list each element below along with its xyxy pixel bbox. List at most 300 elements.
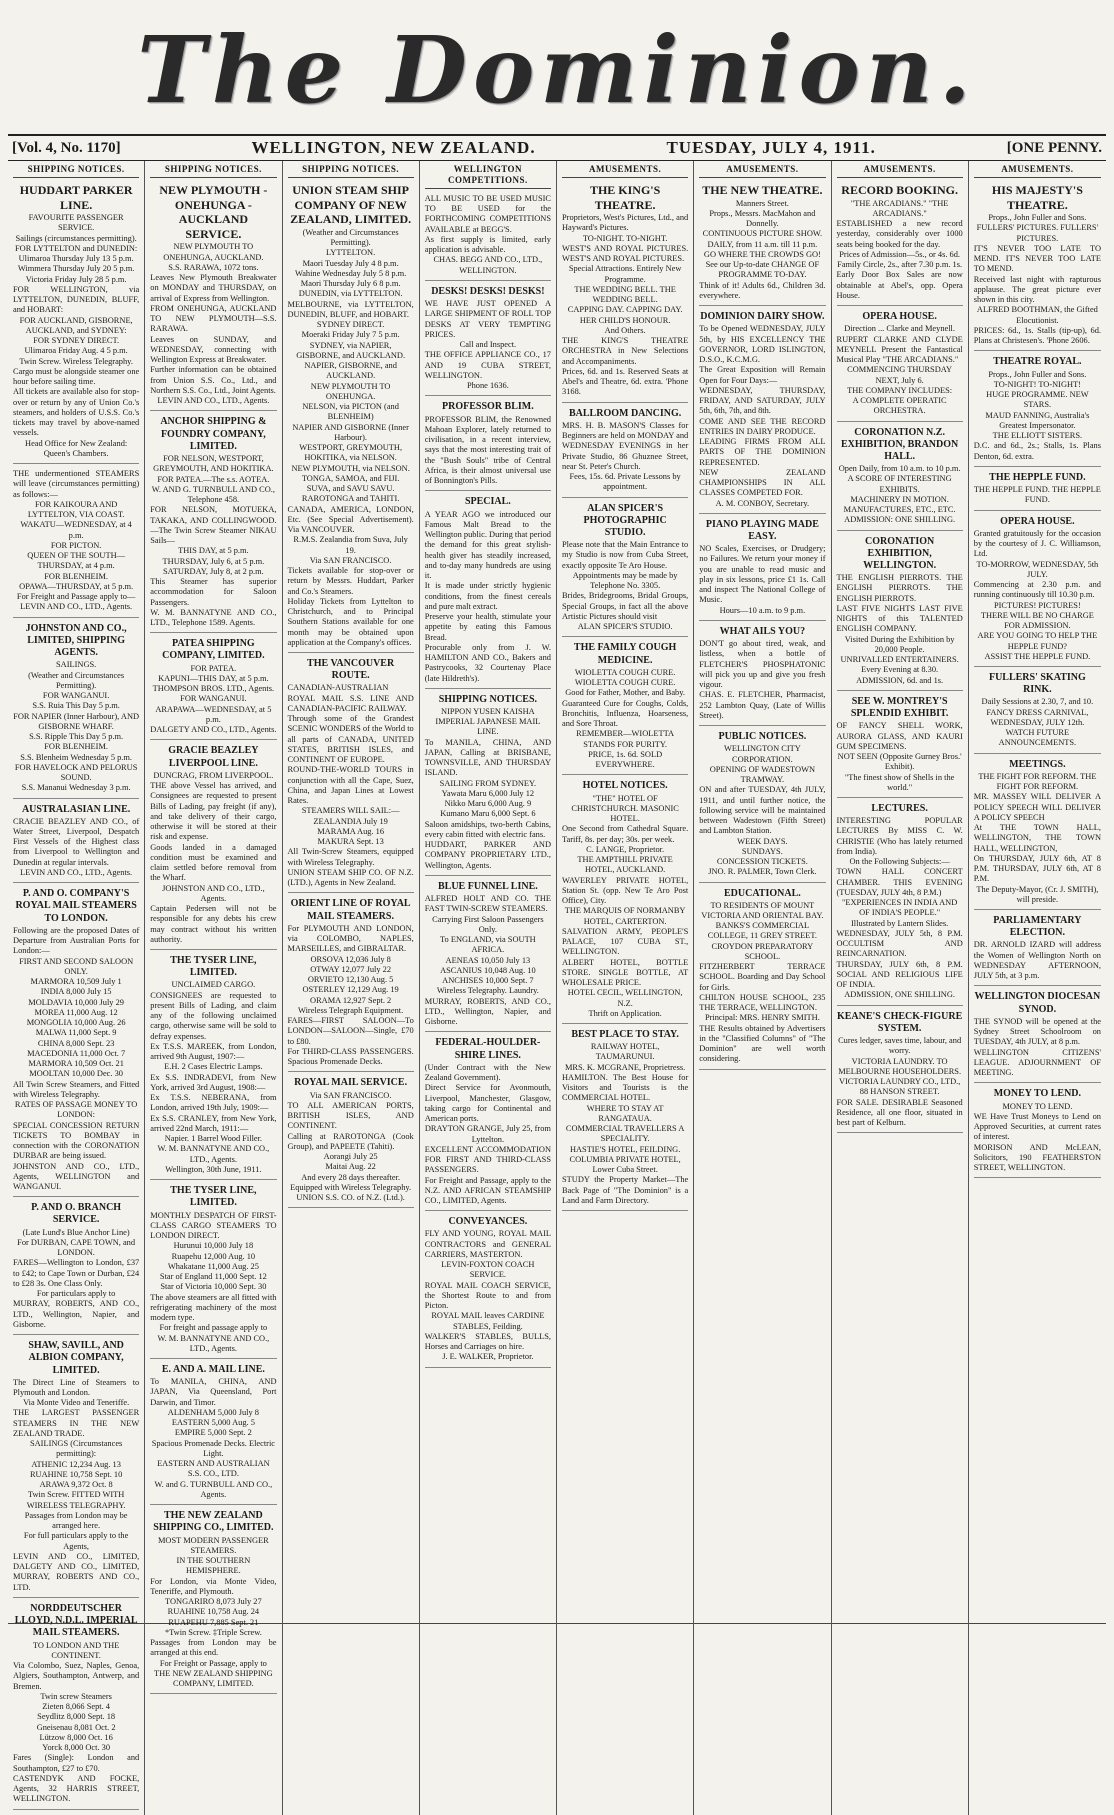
advertisement-text: THURSDAY, July 6, at 5 p.m. bbox=[162, 556, 265, 566]
advertisement-title: THE TYSER LINE, LIMITED. bbox=[170, 1185, 257, 1209]
advertisement-text: LEVIN-FOXTON COACH SERVICE. bbox=[441, 1260, 535, 1280]
advertisement-text: PICTURES! PICTURES! bbox=[993, 600, 1081, 610]
advertisement-text: HOTEL CECIL, WELLINGTON, N.Z. bbox=[567, 988, 683, 1008]
advertisement-text: TO LONDON AND THE CONTINENT. bbox=[32, 1640, 120, 1660]
advertisement-text: For Freight and Passage, apply to the N.Z. AND AFRICAN STEAMSHIP CO., LIMITED, Agents. bbox=[424, 1175, 551, 1205]
advertisement-text: IN THE SOUTHERN HEMISPHERE. bbox=[176, 1556, 251, 1576]
advertisement-text: To MANILA, CHINA, AND JAPAN, Via Queensland, Port Darwin, and Timor. bbox=[150, 1377, 277, 1407]
advertisement-text: The Great Exposition will Remain Open for Four Days:— bbox=[699, 365, 826, 385]
advertisement-text: Leaves New Plymouth Breakwater on MONDAY and THURSDAY, on arrival of Express from Wellington. bbox=[150, 273, 277, 303]
advertisement-title: AUSTRALASIAN LINE. bbox=[21, 803, 131, 815]
advertisement-text: UNION S.S. CO. of N.Z. (Ltd.). bbox=[296, 1193, 405, 1203]
advertisement-text: CANADA, AMERICA, LONDON, Etc. (See Special Advertisement). Via VANCOUVER. bbox=[287, 504, 414, 535]
advertisement-text: VICTORIA LAUNDRY. TO MELBOURNE HOUSEHOLDERS. bbox=[838, 1056, 962, 1076]
advertisement-text: DUNEDIN, via LYTTELTON. bbox=[298, 289, 403, 299]
advertisement-text: SYDNEY, via NAPIER, GISBORNE, and AUCKLAND. bbox=[296, 340, 406, 360]
advertisement-text: ROYAL MAIL leaves CARDINE STABLES, Feilding. bbox=[431, 1311, 545, 1331]
advertisement-text: As first supply is limited, early application is advisable. bbox=[424, 234, 551, 255]
advertisement-title: DESKS! DESKS! DESKS! bbox=[431, 285, 545, 297]
advertisement-text: Direction ... Clarke and Meynell. bbox=[844, 324, 955, 334]
advertisement-text: CAPPING DAY. CAPPING DAY. bbox=[567, 305, 683, 315]
advertisement-text: WAKATU—WEDNESDAY, at 4 p.m. bbox=[20, 520, 132, 540]
advertisement-text: TONGA, SAMOA, and FIJI. bbox=[301, 473, 400, 483]
advertisement-text: Further information can be obtained from Union S.S. Co., Ltd., and Northern S.S. Co., Ltd., Joint Agents. bbox=[150, 365, 277, 395]
advertisement-text: CANADIAN-AUSTRALIAN ROYAL MAIL S.S. LINE AND CANADIAN-PACIFIC RAILWAY. bbox=[287, 683, 414, 713]
advertisement-text: Wireless Telegraphy. Laundry. bbox=[436, 986, 539, 996]
advertisement-text: FLY AND YOUNG, ROYAL MAIL CONTRACTORS and GENERAL CARRIERS, MASTERTON. bbox=[424, 1229, 551, 1259]
advertisement-title: ORIENT LINE OF ROYAL MAIL STEAMERS. bbox=[290, 898, 411, 922]
advertisement-text: Procurable only from J. W. HAMILTON AND CO., Bakers and Pastrycooks, 32 Courtenay Place (late Hildreth's). bbox=[424, 642, 551, 683]
advertisement-text: WE HAVE JUST OPENED A LARGE SHIPMENT OF ROLL TOP DESKS AT VERY TEMPTING PRICES. bbox=[424, 299, 551, 339]
advertisement-text: STUDY the Property Market—The Back Page of "The Dominion" is a Land and Farm Directory. bbox=[562, 1175, 689, 1205]
advertisement-text: Maori Tuesday July 4 8 p.m. bbox=[302, 258, 399, 268]
advertisement-text: OF FANCY SHELL WORK, AURORA GLASS, AND KAURI GUM SPECIMENS. bbox=[836, 721, 963, 751]
advertisement bbox=[974, 989, 1101, 1083]
advertisement-title: FULLERS' SKATING RINK. bbox=[988, 672, 1086, 696]
advertisement-text: FULLERS' PICTURES. FULLERS' PICTURES. bbox=[976, 223, 1099, 243]
advertisement-text: DALGETY AND CO., LTD., Agents. bbox=[150, 725, 277, 735]
advertisement-text: Received last night with rapturous applause. The great picture ever shown in this city. bbox=[973, 274, 1101, 305]
advertisement-text: CONCESSION TICKETS. bbox=[716, 857, 808, 867]
advertisement-text: RUAPEHU 7,885 Sept. 21 bbox=[168, 1617, 259, 1627]
advertisement-text: W. M. BANNATYNE AND CO., LTD., Agents. bbox=[157, 1333, 270, 1353]
advertisement-text: GO WHERE THE CROWDS GO! bbox=[703, 249, 821, 259]
advertisement-text: FOR KAIKOURA AND LYTTELTON, VIA COAST. bbox=[27, 499, 125, 520]
advertisement-text: UNION STEAM SHIP CO. OF N.Z. (LTD.), Agents in New Zealand. bbox=[287, 867, 414, 888]
volume-number: [Vol. 4, No. 1170] bbox=[12, 139, 121, 156]
advertisement-text: Spacious Promenade Decks. Electric Light. bbox=[151, 1438, 275, 1458]
advertisement-text: MORISON AND McLEAN, Solicitors, 190 FEATHERSTON STREET, WELLINGTON. bbox=[973, 1142, 1101, 1173]
column-heading: SHIPPING NOTICES. bbox=[13, 163, 139, 178]
column-heading: AMUSEMENTS. bbox=[699, 163, 825, 178]
advertisement-text: "The finest show of Shells in the world." bbox=[844, 772, 955, 792]
advertisement-text: THE COMPANY INCLUDES: bbox=[847, 385, 953, 395]
advertisement-text: MRS. K. MCGRANE, Proprietress. bbox=[564, 1062, 686, 1072]
advertisement bbox=[13, 886, 139, 1197]
advertisement-text: Through some of the Grandest SCENIC WONDERS of the World to all parts of CANADA, UNITED STATES, BRITISH ISLES, and CONTINENT OF EUROPE. bbox=[287, 714, 414, 765]
advertisement-text: THE LARGEST PASSENGER STEAMERS IN THE NEW ZEALAND TRADE. bbox=[13, 1408, 140, 1438]
advertisement-text: W. M. BANNATYNE AND CO., LTD., Telephone 1589. Agents. bbox=[150, 607, 277, 628]
advertisement-text: WHERE TO STAY AT RANGATAUA. bbox=[586, 1103, 664, 1123]
advertisement-text: Brides, Bridegrooms, Bridal Groups, Special Groups, in fact all the above Artistic Pictures should visit bbox=[562, 591, 689, 621]
advertisement-text: A YEAR AGO we introduced our Famous Malt Bread to the Wellington public. During that period the demand for this great stylish-health giver has steadily increased, and to-day many hundreds are using it. bbox=[424, 509, 551, 580]
advertisement-text: "THE" HOTEL OF CHRISTCHURCH. MASONIC HOTEL. bbox=[571, 793, 679, 824]
advertisement-text: Please note that the Main Entrance to my Studio is now from Cuba Street, exactly opposite Te Aro House. bbox=[562, 540, 689, 570]
advertisement-text: ORSOVA 12,036 July 8 bbox=[310, 954, 391, 964]
advertisement-text: A COMPLETE OPERATIC ORCHESTRA. bbox=[852, 396, 947, 416]
advertisement-text: Good for Father, Mother, and Baby. bbox=[565, 688, 685, 698]
advertisement-text: Early Door Box Sales are now obtainable at Abel's, opp. Opera House. bbox=[836, 270, 963, 300]
advertisement-text: ON and after TUESDAY, 4th JULY, 1911, and until further notice, the following service will be maintained between Wadestown (Fifth Street) and Lambton Station. bbox=[699, 785, 826, 836]
advertisement-text: WEDNESDAY, JULY 5th, 8 P.M. OCCULTISM AND REINCARNATION. bbox=[836, 928, 963, 959]
advertisement bbox=[974, 354, 1101, 466]
advertisement-text: ATHENIC 12,234 Aug. 13 bbox=[31, 1459, 121, 1469]
advertisement-text: MONGOLIA 10,000 Aug. 26 bbox=[26, 1018, 126, 1028]
price: [ONE PENNY. bbox=[1006, 139, 1102, 156]
advertisement bbox=[837, 694, 963, 798]
advertisement-text: Phone 1636. bbox=[466, 381, 509, 391]
advertisement bbox=[150, 1183, 276, 1359]
advertisement-text: RUAHINE 10,758 Aug. 24 bbox=[167, 1607, 260, 1617]
advertisement-text: WE Have Trust Moneys to Lend on Approved Securities, at current rates of interest. bbox=[973, 1111, 1101, 1142]
advertisement-title: PARLIAMENTARY ELECTION. bbox=[993, 915, 1082, 939]
advertisement-text: For DURBAN, CAPE TOWN, and LONDON. bbox=[17, 1237, 136, 1258]
advertisement-text: WELLINGTON CITIZENS' LEAGUE. ADJOURNMENT OF MEETING. bbox=[973, 1047, 1101, 1078]
advertisement-text: MURRAY, ROBERTS, AND CO., LTD., Wellington, Napier, and Gisborne. bbox=[424, 996, 551, 1027]
issue-date: TUESDAY, JULY 4, 1911. bbox=[666, 138, 876, 157]
advertisement-text: EXCELLENT ACCOMMODATION FOR FIRST AND THIRD-CLASS PASSENGERS. bbox=[424, 1144, 551, 1175]
advertisement-text: See our Up-to-date CHANGE OF PROGRAMME TO-DAY. bbox=[705, 260, 820, 280]
advertisement-text: FOR NELSON, WESTPORT, GREYMOUTH, AND HOKITIKA. bbox=[153, 454, 274, 474]
advertisement-title: MEETINGS. bbox=[1009, 758, 1066, 770]
advertisement-text: THE ENGLISH PIERROTS. THE ENGLISH PIERROTS. THE ENGLISH PIERROTS. bbox=[836, 573, 963, 603]
advertisement-text: For THIRD-CLASS PASSENGERS. Spacious Promenade Decks. bbox=[287, 1046, 414, 1067]
advertisement-text: FARES—Wellington to London, £37 to £42; to Cape Town or Durban, £24 to £28 3s. One Class Only. bbox=[13, 1258, 140, 1288]
advertisement-text: LAST FIVE NIGHTS LAST FIVE NIGHTS of this TALENTED ENGLISH COMPANY. bbox=[836, 603, 963, 634]
advertisement-text: INTERESTING POPULAR LECTURES By MISS C. W. CHRISTIE (Who has lately returned from India). bbox=[836, 816, 963, 856]
advertisement-text: ROUND-THE-WORLD TOURS in conjunction with all the Cape, Suez, China, and Japan Lines at Lowest Rates. bbox=[287, 765, 414, 806]
advertisement-text: STEAMERS WILL SAIL:— bbox=[301, 806, 400, 816]
advertisement-text: All Twin-Screw Steamers, equipped with Wireless Telegraphy. bbox=[287, 847, 414, 867]
advertisement-text: Every Evening at 8.30. bbox=[861, 665, 939, 675]
advertisement-text: HUDDART, PARKER AND COMPANY PROPRIETARY LTD., Wellington, Agents. bbox=[424, 840, 551, 870]
advertisement-text: Wellington, 30th June, 1911. bbox=[165, 1164, 262, 1174]
advertisement-title: SEE W. MONTREY'S SPLENDID EXHIBIT. bbox=[850, 695, 949, 720]
advertisement-text: Granted gratuitously for the occasion by the courtesy of J. C. Williamson, Ltd. bbox=[973, 528, 1101, 559]
advertisement-text: Props., Messrs. MacMahon and Donnelly. bbox=[709, 208, 816, 229]
advertisement-text: Cargo must be alongside steamer one hour before sailing time. bbox=[13, 366, 140, 387]
advertisement-text: Star of Victoria 10,000 Sept. 30 bbox=[160, 1282, 267, 1292]
advertisement-text: Appointments may be made by Telephone No. 3305. bbox=[572, 570, 678, 591]
advertisement-text: ALAN SPICER'S STUDIO. bbox=[577, 622, 673, 632]
column-heading: AMUSEMENTS. bbox=[562, 163, 688, 178]
advertisement-text: INDIA 8,000 July 15 bbox=[40, 987, 112, 997]
advertisement-text: On the Following Subjects:— bbox=[849, 857, 950, 867]
advertisement-text: Star of England 11,000 Sept. 12 bbox=[159, 1272, 267, 1282]
advertisement bbox=[13, 621, 139, 799]
advertisement-text: Following are the proposed Dates of Departure from Australian Ports for London:— bbox=[13, 925, 140, 956]
advertisement-text: Call and Inspect. bbox=[459, 340, 517, 350]
advertisement-text: THE above Vessel has arrived, and Consignees are requested to present Bills of Lading, pay freight (if any), and take delivery of their cargo, otherwise it will be stored at their risk and expense. bbox=[150, 781, 277, 842]
advertisement bbox=[288, 181, 414, 653]
advertisement-text: FOR AUCKLAND, GISBORNE, AUCKLAND, and SYDNEY: bbox=[19, 315, 133, 335]
advertisement-text: ARAPAWA—WEDNESDAY, at 5 p.m. bbox=[155, 704, 272, 724]
advertisement-text: WEST'S AND ROYAL PICTURES. WEST'S AND ROYAL PICTURES. bbox=[562, 243, 689, 264]
advertisement-text: J. E. WALKER, Proprietor. bbox=[442, 1352, 534, 1362]
advertisement-text: FOR SYDNEY DIRECT. bbox=[33, 336, 120, 346]
advertisement-text: MAUD FANNING, Australia's Greatest Impersonator. bbox=[985, 410, 1090, 430]
advertisement-text: Equipped with Wireless Telegraphy. bbox=[290, 1182, 412, 1192]
advertisement-title: KEANE'S CHECK-FIGURE SYSTEM. bbox=[836, 1010, 963, 1034]
advertisement-text: MELBOURNE, via LYTTELTON, DUNEDIN, BLUFF, and HOBART. bbox=[287, 299, 414, 319]
advertisement-title: PATEA SHIPPING COMPANY, LIMITED. bbox=[162, 638, 265, 662]
advertisement-text: Via Colombo, Suez, Naples, Genoa, Algiers, Southampton, Antwerp, and Bremen. bbox=[13, 1661, 140, 1691]
advertisement-text: WELLINGTON CITY CORPORATION. bbox=[723, 744, 801, 764]
advertisement-text: Calling at RAROTONGA (Cook Group), and PAPEETE (Tahiti). bbox=[287, 1131, 414, 1151]
advertisement-text: MARMORA 10,509 Oct. 21 bbox=[28, 1059, 124, 1069]
advertisement-title: JOHNSTON AND CO., LIMITED, SHIPPING AGENTS. bbox=[25, 622, 127, 659]
advertisement-text: FOR WANGANUI. bbox=[180, 694, 247, 704]
advertisement-text: CONSIGNEES are requested to present Bills of Lading, and claim any of the following unclaimed cargo, otherwise same will be sold to defray expenses. bbox=[150, 990, 277, 1041]
advertisement-text: For Freight or Passage, apply to bbox=[159, 1658, 267, 1668]
advertisement bbox=[562, 778, 688, 1024]
advertisement-text: "EXPERIENCES IN INDIA AND OF INDIA'S PEOPLE." bbox=[841, 898, 958, 918]
advertisement bbox=[150, 1362, 276, 1505]
advertisement bbox=[837, 425, 963, 531]
advertisement-text: And every 28 days thereafter. bbox=[301, 1172, 401, 1182]
advertisement-text: CROYDON PREPARATORY SCHOOL. bbox=[711, 941, 814, 961]
advertisement-text: One Second from Cathedral Square. Tariff, 8s. per day; 30s. per week. bbox=[562, 824, 689, 844]
advertisement-text: THE undermentioned STEAMERS will leave (circumstances permitting) as follows:— bbox=[13, 469, 140, 499]
advertisement-text: Ex T.S.S. MAREEK, from London, arrived 9th August, 1907:— bbox=[150, 1041, 277, 1062]
advertisement-text: VICTORIA LAUNDRY CO., LTD., 88 HANSON STREET. bbox=[838, 1077, 961, 1097]
column-heading: SHIPPING NOTICES. bbox=[288, 163, 414, 178]
advertisement-text: Passages from London may be arranged at this end. bbox=[150, 1638, 277, 1658]
advertisement-text: Via Monte Video and Teneriffe. bbox=[23, 1398, 130, 1408]
advertisement-text: S.S. Ruia This Day 5 p.m. bbox=[32, 701, 120, 711]
advertisement-text: Special Attractions. Entirely New Programme. bbox=[568, 264, 682, 284]
advertisement-text: Preserve your health, stimulate your appetite by eating this Famous Bread. bbox=[424, 612, 551, 642]
advertisement bbox=[562, 501, 688, 638]
advertisement-text: This Steamer has superior accommodation for Saloon Passengers. bbox=[150, 577, 277, 607]
masthead-title: The Dominion. bbox=[137, 16, 977, 124]
advertisement-text: RAROTONGA and TAHITI. bbox=[301, 494, 400, 504]
advertisement-text: FOR NELSON, MOTUEKA, TAKAKA, AND COLLINGWOOD.—The Twin Screw Steamer NIKAU Sails— bbox=[150, 505, 277, 546]
advertisement-text: Aorangi July 25 bbox=[323, 1152, 378, 1162]
advertisement-title: HOTEL NOTICES. bbox=[582, 780, 668, 792]
advertisement-title: THE KING'S THEATRE. bbox=[589, 182, 661, 212]
advertisement-text: E.H. 2 Cases Electric Lamps. bbox=[164, 1062, 263, 1072]
advertisement bbox=[699, 886, 825, 1070]
advertisement-title: DOMINION DAIRY SHOW. bbox=[700, 311, 825, 323]
advertisement-title: OPERA HOUSE. bbox=[862, 311, 937, 323]
advertisement-text: Manners Street. bbox=[735, 198, 789, 208]
advertisement-text: The Deputy-Mayor, (Cr. J. SMITH), will preside. bbox=[976, 884, 1099, 904]
advertisement bbox=[288, 656, 414, 893]
advertisement-text: ROYAL MAIL COACH SERVICE, the Shortest Route to and from Picton. bbox=[424, 1280, 551, 1311]
advertisement-text: OSTERLEY 12,129 Aug. 19 bbox=[302, 985, 399, 995]
advertisement-text: LEVIN AND CO., LTD., Agents. bbox=[20, 602, 133, 612]
advertisement-text: Fees, 15s. 6d. Private Lessons by appointment. bbox=[569, 472, 681, 492]
advertisement-text: (Weather and Circumstances Permitting). bbox=[302, 227, 399, 248]
advertisement-text: CASTENDYK AND FOCKE, Agents, 32 HARRIS STREET, WELLINGTON. bbox=[13, 1773, 140, 1804]
advertisement-text: *Twin Screw. ‡Triple Screw. bbox=[164, 1627, 262, 1637]
advertisement-text: W. and G. TURNBULL AND CO., Agents. bbox=[154, 1479, 273, 1499]
advertisement-text: Yorck 8,000 Oct. 30 bbox=[42, 1743, 111, 1753]
advertisement-text: TOWN HALL CONCERT CHAMBER. THIS EVENING (TUESDAY, JULY 4th, 8 P.M.) bbox=[836, 867, 963, 897]
advertisement-text: S.S. Blenheim Wednesday 5 p.m. bbox=[20, 752, 132, 762]
advertisement-text: MONTHLY DESPATCH OF FIRST-CLASS CARGO STEAMERS TO LONDON DIRECT. bbox=[150, 1210, 277, 1241]
place-of-publication: WELLINGTON, NEW ZEALAND. bbox=[251, 138, 536, 157]
advertisement-title: MONEY TO LEND. bbox=[993, 1088, 1082, 1100]
advertisement-text: Hours—10 a.m. to 9 p.m. bbox=[719, 605, 806, 615]
advertisement-text: NAPIER AND GISBORNE (Inner Harbour). bbox=[292, 422, 409, 442]
column-6 bbox=[694, 161, 831, 1815]
advertisement-text: IT'S NEVER TOO LATE TO MEND. IT'S NEVER TOO LATE TO MEND. bbox=[973, 243, 1101, 274]
advertisement-text: "THE ARCADIANS." "THE ARCADIANS." bbox=[850, 198, 949, 218]
advertisement-text: WATCH FUTURE ANNOUNCEMENTS. bbox=[998, 728, 1077, 748]
advertisement bbox=[425, 1035, 551, 1211]
advertisement bbox=[150, 953, 276, 1180]
advertisement-title: THE FAMILY COUGH MEDICINE. bbox=[573, 642, 677, 666]
advertisement-text: CHAS. BEGG AND CO., LTD., WELLINGTON. bbox=[433, 255, 543, 275]
advertisement-text: Visited During the Exhibition by 20,000 People. bbox=[844, 634, 955, 654]
column-8 bbox=[969, 161, 1106, 1815]
advertisement-text: Tickets available for stop-over or return by Messrs. Huddart, Parker and Co.'s Steamers. bbox=[287, 566, 414, 596]
advertisement-text: Twin Screw. Wireless Telegraphy. bbox=[19, 356, 133, 366]
advertisement-text: THE MARQUIS OF NORMANBY HOTEL, CARTERTON. bbox=[564, 906, 686, 926]
advertisement bbox=[425, 192, 551, 281]
advertisement-text: FOR WANGANUI. bbox=[42, 691, 110, 701]
advertisement-text: Think of it! Adults 6d., Children 3d. everywhere. bbox=[699, 280, 826, 300]
advertisement-text: SYDNEY DIRECT. bbox=[316, 320, 385, 330]
advertisement-text: ARE YOU GOING TO HELP THE HEPPLE FUND? bbox=[977, 631, 1098, 651]
advertisement-text: FANCY DRESS CARNIVAL, WEDNESDAY, JULY 12th. bbox=[986, 707, 1089, 727]
advertisement-text: KAPUNI—THIS DAY, at 5 p.m. bbox=[158, 673, 269, 683]
advertisement-text: ZEALANDIA July 19 bbox=[313, 816, 388, 826]
advertisement-text: HAMILTON. The Best House for Visitors and Tourists is the COMMERCIAL HOTEL. bbox=[562, 1072, 689, 1103]
advertisement-text: OTWAY 12,077 July 22 bbox=[310, 964, 392, 974]
advertisement bbox=[425, 879, 551, 1032]
advertisement-text: FOR BLENHEIM. bbox=[44, 742, 108, 752]
advertisement bbox=[974, 1086, 1101, 1178]
advertisement bbox=[150, 181, 276, 412]
advertisement bbox=[699, 309, 825, 514]
advertisement-text: EMPIRE 5,000 Sept. 2 bbox=[174, 1428, 252, 1438]
advertisement-text: Nikko Maru 6,000 Aug. 9 bbox=[444, 799, 532, 809]
advertisement-text: ADMISSION, 6d. and 1s. bbox=[856, 675, 944, 685]
advertisement bbox=[562, 1027, 688, 1211]
advertisement-title: HIS MAJESTY'S THEATRE. bbox=[991, 182, 1083, 212]
advertisement-text: Proprietors, West's Pictures, Ltd., and Hayward's Pictures. bbox=[562, 213, 689, 233]
advertisement-text: THE WEDDING BELL. THE WEDDING BELL. bbox=[574, 284, 676, 305]
advertisement-text: MOST MODERN PASSENGER STEAMERS. bbox=[157, 1535, 269, 1555]
advertisement-text: A SCORE OF INTERESTING EXHIBITS. bbox=[847, 474, 952, 494]
advertisement-text: THE Results obtained by Advertisers in the "Classified Columns" of "The Dominion" are well worth considering. bbox=[699, 1023, 826, 1064]
advertisement bbox=[425, 1214, 551, 1367]
advertisement-text: Hurunui 10,000 July 18 bbox=[173, 1241, 254, 1251]
advertisement bbox=[150, 1508, 276, 1694]
advertisement-text: FIRST AND SECOND SALOON ONLY. bbox=[19, 956, 134, 976]
advertisement-text: CHAS. E. FLETCHER, Pharmacist, 252 Lambton Quay, (Late of Willis Street). bbox=[699, 690, 826, 720]
advertisement-text: Ex T.S.S. NEBERANA, from London, arrived 19th July, 1909:— bbox=[150, 1093, 277, 1113]
advertisement-text: Yawata Maru 6,000 July 12 bbox=[441, 788, 535, 798]
advertisement-text: THIS DAY, at 5 p.m. bbox=[178, 546, 249, 556]
advertisement-text: MR. MASSEY WILL DELIVER A POLICY SPEECH WILL DELIVER A POLICY SPEECH bbox=[973, 792, 1101, 822]
advertisement bbox=[562, 406, 688, 498]
advertisement-text: At THE TOWN HALL, WELLINGTON, THE TOWN HALL, WELLINGTON, bbox=[973, 823, 1101, 853]
advertisement-text: WESTPORT, GREYMOUTH, HOKITIKA, via NELSON. bbox=[299, 443, 403, 463]
advertisement-text: FOR PATEA. bbox=[190, 663, 237, 673]
advertisement-text: For PLYMOUTH AND LONDON, via COLOMBO, NAPLES, MARSEILLES, and GIBRALTAR. bbox=[287, 923, 414, 954]
advertisement-text: R.M.S. Zealandia from Suva, July 19. bbox=[293, 535, 408, 555]
advertisement-title: PUBLIC NOTICES. bbox=[718, 731, 807, 743]
advertisement-text: Ex S.S. INDRADEVI, from New York, arrived 3rd August, 1908:— bbox=[150, 1072, 277, 1092]
advertisement-text: Whakatane 11,000 Aug. 25 bbox=[167, 1261, 259, 1271]
advertisement-title: SHAW, SAVILL, AND ALBION COMPANY, LIMITED. bbox=[28, 1340, 124, 1376]
columns-container bbox=[8, 161, 1106, 1804]
advertisement-text: NEW ZEALAND CHAMPIONSHIPS IN ALL CLASSES COMPETED FOR. bbox=[699, 467, 826, 498]
advertisement-text: ASCANIUS 10,048 Aug. 10 bbox=[440, 965, 536, 975]
advertisement bbox=[13, 181, 139, 464]
advertisement-text: RATES OF PASSAGE MONEY TO LONDON: bbox=[14, 1100, 138, 1120]
advertisement-text: Via SAN FRANCISCO. bbox=[309, 555, 392, 565]
advertisement-title: GRACIE BEAZLEY LIVERPOOL LINE. bbox=[168, 745, 259, 769]
advertisement-text: THE KING'S THEATRE ORCHESTRA in New Selections and Accompaniments. bbox=[562, 336, 689, 366]
advertisement-text: MARAMA Aug. 16 bbox=[317, 826, 385, 836]
advertisement-text: NOT SEEN (Opposite Gurney Bros.' Exhibit). bbox=[837, 752, 962, 772]
advertisement-text: S.S. Ripple This Day 5 p.m. bbox=[29, 732, 124, 742]
advertisement-text: Goods landed in a damaged condition must be examined and claim settled before removal from the Wharf. bbox=[150, 842, 277, 883]
advertisement-text: Illustrated by Lantern Slides. bbox=[851, 918, 949, 928]
advertisement-text: THE OFFICE APPLIANCE CO., 17 AND 19 CUBA STREET, WELLINGTON. bbox=[424, 350, 551, 380]
advertisement-text: Saloon amidships, two-berth Cabins, every cabin fitted with electric fans. bbox=[424, 819, 551, 839]
advertisement-text: Guaranteed Cure for Coughs, Colds, Bronchitis, Influenza, Hoarseness, and Sore Throat. bbox=[562, 698, 689, 729]
advertisement-text: PRICE, 1s. 6d. SOLD EVERYWHERE. bbox=[588, 749, 663, 770]
advertisement-text: OPAWA—THURSDAY, at 5 p.m. bbox=[19, 581, 134, 591]
advertisement-text: CRACIE BEAZLEY AND CO., of Water Street, Liverpool, Despatch First Vessels of the Highest class from Liverpool to Wellington and Dunedin at regular intervals. bbox=[13, 816, 140, 867]
advertisement-text: THE FIGHT FOR REFORM. THE FIGHT FOR REFORM. bbox=[978, 771, 1097, 792]
advertisement-text: TO-MORROW, WEDNESDAY, 5th JULY. bbox=[976, 559, 1099, 579]
advertisement bbox=[13, 802, 139, 884]
advertisement bbox=[837, 181, 963, 306]
advertisement-text: Cures ledger, saves time, labour, and worry. bbox=[838, 1036, 962, 1056]
advertisement-title: ROYAL MAIL SERVICE. bbox=[294, 1077, 408, 1089]
advertisement-text: SUVA, and SAVU SAVU. bbox=[306, 484, 395, 494]
advertisement-text: FOR SALE. DESIRABLE Seasoned Residence, all one floor, situated in best part of Kelburn. bbox=[836, 1097, 963, 1128]
advertisement-text: COME AND SEE THE RECORD ENTRIES IN DAIRY PRODUCE. bbox=[699, 416, 826, 436]
advertisement-text: FOR BLENHEIM. bbox=[44, 571, 108, 581]
advertisement-text: MACEDONIA 11,000 Oct. 7 bbox=[27, 1048, 126, 1058]
advertisement-text: AENEAS 10,050 July 13 bbox=[445, 955, 531, 965]
advertisement-text: ALBERT HOTEL, BOTTLE STORE. SINGLE BOTTLE, AT WHOLESALE PRICE. bbox=[562, 957, 689, 988]
advertisement-text: TO ALL AMERICAN PORTS, BRITISH ISLES, AND CONTINENT. bbox=[287, 1100, 414, 1131]
advertisement-title: HUDDART PARKER LINE. bbox=[19, 182, 133, 212]
advertisement-text: Carrying First Saloon Passengers Only. bbox=[432, 914, 544, 934]
advertisement-title: FEDERAL-HOULDER-SHIRE LINES. bbox=[435, 1037, 541, 1061]
advertisement bbox=[425, 692, 551, 876]
advertisement-text: UNRIVALLED ENTERTAINERS. bbox=[840, 655, 959, 665]
advertisement-title: LECTURES. bbox=[871, 803, 928, 815]
column-7 bbox=[832, 161, 969, 1815]
advertisement-text: ESTABLISHED a new record yesterday, considerably over 1000 seats being booked for the day. bbox=[836, 219, 963, 249]
advertisement-text: All tickets are available also for stop-over or return by any of Union Co.'s steamers, and holders of U.S.S. Co.'s tickets may travel by above-named vessels. bbox=[13, 387, 140, 438]
advertisement-text: Ex S.S. CRANLEY, from New York, arrived 22nd March, 1911:— bbox=[150, 1113, 277, 1133]
advertisement-text: CHINA 8,000 Sept. 23 bbox=[37, 1038, 115, 1048]
advertisement-text: MONEY TO LEND. bbox=[1002, 1101, 1073, 1111]
advertisement-text: COLUMBIA PRIVATE HOTEL, Lower Cuba Street. bbox=[569, 1154, 681, 1175]
advertisement-text: Prices, 6d. and 1s. Reserved Seats at Abel's and Theatre, 6d. extra. 'Phone 3168. bbox=[562, 366, 689, 397]
advertisement-text: LEADING FIRMS FROM ALL PARTS OF THE DOMINION REPRESENTED. bbox=[699, 437, 826, 467]
advertisement-title: WHAT AILS YOU? bbox=[719, 625, 806, 637]
advertisement-text: ORAMA 12,927 Sept. 2 bbox=[310, 995, 392, 1005]
advertisement-text: FARES—FIRST SALOON—To LONDON—SALOON—Single, £70 to £80. bbox=[287, 1016, 414, 1046]
advertisement-text: Leaves on SUNDAY, and WEDNESDAY, connecting with Wellington Express at Breakwater. bbox=[150, 334, 277, 365]
advertisement-text: WALKER'S STABLES, BULLS, Horses and Carriages on hire. bbox=[424, 1331, 551, 1352]
advertisement-text: Maitai Aug. 22 bbox=[325, 1162, 376, 1172]
advertisement-text: NEW PLYMOUTH, via NELSON. bbox=[291, 463, 410, 473]
column-3 bbox=[283, 161, 420, 1815]
advertisement-text: TO-NIGHT! TO-NIGHT! bbox=[993, 379, 1081, 389]
advertisement-text: Wahine Wednesday July 5 8 p.m. bbox=[294, 268, 407, 278]
advertisement bbox=[425, 399, 551, 491]
advertisement-text: Principal: MRS. HENRY SMITH. bbox=[704, 1013, 820, 1023]
column-4 bbox=[420, 161, 557, 1815]
advertisement-text: MOLDAVIA 10,000 July 29 bbox=[28, 997, 124, 1007]
advertisement-text: Ulimaroa Friday Aug. 4 5 p.m. bbox=[24, 346, 128, 356]
advertisement-text: DON'T go about tired, weak, and listless, when a bottle of FLETCHER'S PHOSPHATONIC will pick you up and give you fresh vigour. bbox=[699, 639, 826, 690]
advertisement bbox=[562, 181, 688, 403]
